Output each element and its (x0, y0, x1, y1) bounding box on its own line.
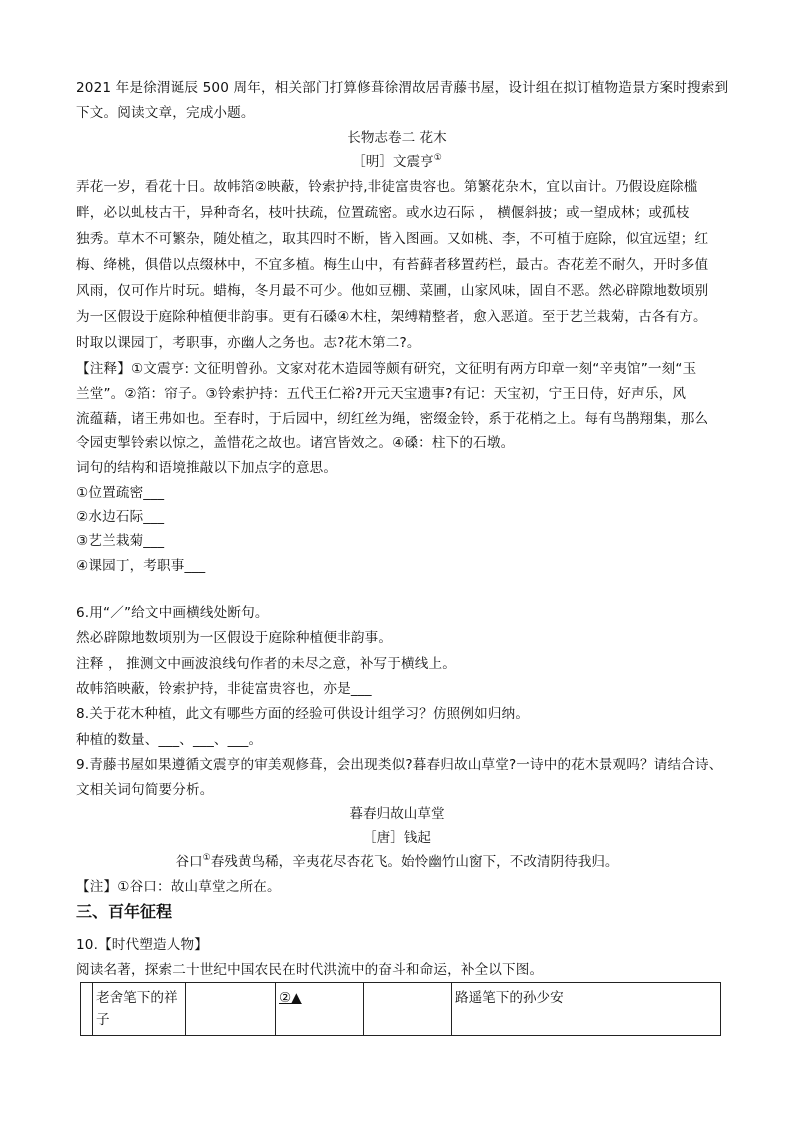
article-author: ［明］文震亨① (352, 153, 442, 170)
table-cell-answer-2[interactable]: ②▲ (276, 983, 364, 1036)
article-line-5: 风雨，仅可作片时玩。蜡梅，冬月最不可少。他如豆棚、菜圃，山家风味，固自不恶。然必辟隙地数顷别 (76, 283, 709, 299)
section-heading: 三、百年征程 (76, 902, 173, 921)
q6-sentence: 然必辟隙地数顷别为一区假设于庭除种植便非韵事。 (76, 630, 393, 646)
poem-note: 【注】①谷口：故山草堂之所在。 (76, 879, 281, 895)
q10-prompt: 10.【时代塑造人物】 (76, 937, 209, 953)
notes-line-2: 兰堂”。②箔：帘子。③铃索护持：五代王仁裕?开元天宝遗事?有记：天宝初，宁王日侍，好声乐，风 (76, 386, 687, 402)
article-title: 长物志卷二 花木 (347, 130, 447, 146)
poem-author: ［唐］钱起 (363, 830, 431, 846)
vocab-item-1: ①位置疏密___ (76, 485, 165, 501)
q6-prompt: 6.用“／”给文中画横线处断句。 (76, 605, 269, 621)
vocab-item-3: ③艺兰栽菊___ (76, 533, 165, 549)
notes-line-4: 令园吏掣铃索以惊之，盖惜花之故也。诸宫皆效之。④磉：柱下的石墩。 (76, 435, 515, 451)
q9-line-1: 9.青藤书屋如果遵循文震亨的审美观修葺，会出现类似?暮春归故山草堂?一诗中的花木景观吗？请结合诗、 (76, 757, 723, 773)
article-line-3: 独秀。草木不可繁杂，随处植之，取其四时不断，皆入图画。又如桃、李，不可植于庭除，似宜远望；红 (76, 231, 709, 247)
q9-line-2: 文相关词句简要分析。 (76, 782, 214, 798)
character-chart-table (80, 982, 721, 1036)
vocab-item-2: ②水边石际___ (76, 509, 165, 525)
q10-instruction: 阅读名著，探索二十世纪中国农民在时代洪流中的奋斗和命运，补全以下图。 (76, 962, 544, 978)
article-line-6: 为一区假设于庭除种植便非韵事。更有石磉④木柱，架缚精整者，愈入恶道。至于艺兰栽菊，古各有方。 (76, 309, 707, 325)
vocab-item-4: ④课园丁，考职事___ (76, 558, 206, 574)
poem-line: 谷口①春残黄鸟稀，辛夷花尽杏花飞。始怜幽竹山窗下，不改清阴待我归。 (175, 853, 619, 870)
q7-sentence: 故帏箔映蔽，铃索护持，非徒富贵容也，亦是___ (76, 681, 372, 697)
article-line-4: 梅、绛桃，俱借以点缀林中，不宜多植。梅生山中，有苔藓者移置药栏，最古。杏花差不耐久，开时多值 (76, 257, 709, 273)
article-line-2: 畔，必以虬枝古干，异种奇名，枝叶扶疏，位置疏密。或水边石际 ， 横偃斜披；或一望成林；或孤枝 (76, 205, 690, 221)
vocab-prompt: 词句的结构和语境推敲以下加点字的意思。 (76, 460, 338, 476)
q8-answer: 种植的数量、___、___、___。 (76, 732, 263, 748)
q8-prompt: 8.关于花木种植，此文有哪些方面的经验可供设计组学习？仿照例如归纳。 (76, 706, 530, 722)
table-cell-blank-3[interactable] (364, 983, 452, 1036)
table-cell-sun-shaoan: 路遥笔下的孙少安 (452, 983, 721, 1036)
notes-line-3: 流蕴藉，诸王弗如也。至春时，于后园中，纫红丝为绳，密缀金铃，系于花梢之上。每有鸟鹊翔集，那么 (76, 411, 709, 427)
table-cell-blank-2[interactable] (186, 983, 276, 1036)
poem-title: 暮春归故山草堂 (349, 806, 445, 822)
intro-line-1: 2021 年是徐渭诞辰 500 周年，相关部门打算修葺徐渭故居青藤书屋，设计组在拟订植物造景方案时搜索到 (76, 80, 729, 96)
q7-prompt: 注释 ， 推测文中画波浪线句作者的未尽之意，补写于横线上。 (76, 656, 457, 672)
intro-line-2: 下文。阅读文章，完成小题。 (76, 105, 255, 121)
notes-line-1: 【注释】①文震亨: 文征明曾孙。文家对花木造园等颇有研究，文征明有两方印章一刻“辛夷馆”一刻“玉 (76, 361, 697, 377)
table-cell-xiangzi: 老舍笔下的祥子 (93, 983, 186, 1036)
article-line-7: 时取以课园丁，考职事，亦幽人之务也。志?花木第二?。 (76, 335, 421, 351)
article-line-1: 弄花一岁，看花十日。故帏箔②映蔽，铃索护持,非徒富贵容也。第繁花杂木，宜以亩计。乃假设庭除槛 (76, 179, 698, 195)
table-cell-blank-1[interactable] (81, 983, 93, 1036)
